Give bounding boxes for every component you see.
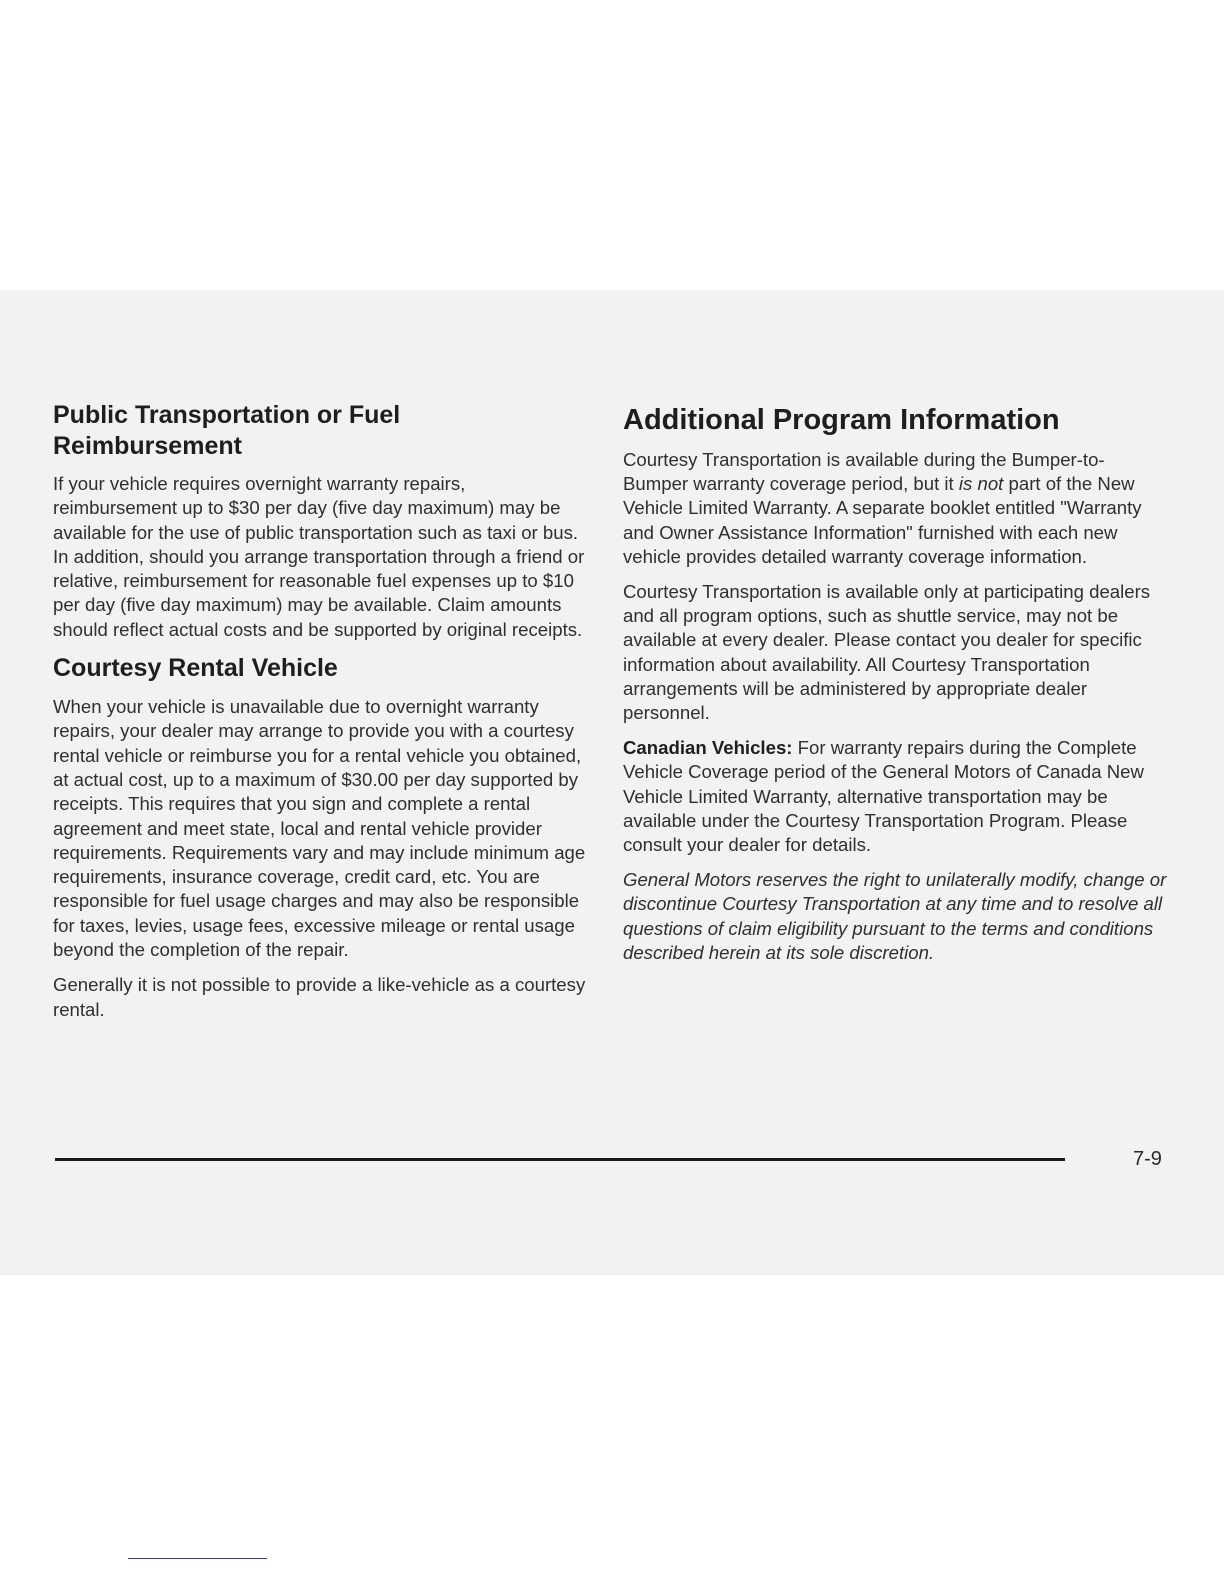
heading-public-transportation: Public Transportation or Fuel Reimbursement <box>53 401 401 460</box>
paragraph-canadian-vehicles <box>623 736 1168 857</box>
canadian-vehicles-label: Canadian Vehicles: <box>623 737 793 759</box>
page-number: 7-9 <box>1133 1148 1162 1170</box>
text-segment: Courtesy Transportation is available during the Bumper-to-Bumper warranty coverage period, but it <box>623 449 1105 495</box>
text-segment: part of the New Vehicle Limited Warranty. A separate booklet entitled "Warranty and Owner Assistance Information" furnished with each new vehicle provides detailed warranty coverage information. <box>623 473 1142 567</box>
paragraph-bumper-warranty <box>623 448 1168 569</box>
right-column <box>623 402 1168 976</box>
bottom-underline <box>128 1558 267 1559</box>
paragraph-courtesy-rental: When your vehicle is unavailable due to overnight warranty repairs, your dealer may arrange to provide you with a courtesy rental vehicle or reimburse you for a rental vehicle you obtained, at actual cost, up to a maximum of $30.00 per day supported by receipts. This requires that you sign and complete a rental agreement and meet state, local and rental vehicle provider requirements. Requirements vary and may include minimum age requirements, insurance coverage, credit card, etc. You are responsible for fuel usage charges and may also be responsible for taxes, levies, usage fees, excessive mileage or rental usage beyond the completion of the repair. <box>53 696 586 961</box>
canadian-vehicles-text: For warranty repairs during the Complete Vehicle Coverage period of the General Motors of Canada New Vehicle Limited Warranty, alternative transportation may be available under the Courtesy Transportation Program. Please consult your dealer for details. <box>623 737 1144 856</box>
paragraph-like-vehicle: Generally it is not possible to provide a like-vehicle as a courtesy rental. <box>53 974 586 1020</box>
left-column <box>53 400 593 1033</box>
heading-additional-program: Additional Program Information <box>623 404 1060 436</box>
paragraph-public-transportation: If your vehicle requires overnight warranty repairs, reimbursement up to $30 per day (five day maximum) may be available for the use of public transportation such as taxi or bus. In addition, should you arrange transportation through a friend or relative, reimbursement for reasonable fuel expenses up to $10 per day (five day maximum) may be available. Claim amounts should reflect actual costs and be supported by original receipts. <box>53 473 585 640</box>
italic-emphasis: is not <box>958 473 1004 495</box>
paragraph-disclaimer: General Motors reserves the right to unilaterally modify, change or discontinue Courtesy Transportation at any time and to resolve all questions of claim eligibility pursuant to the terms and conditions described herein at its sole discretion. <box>623 869 1167 963</box>
heading-courtesy-rental: Courtesy Rental Vehicle <box>53 654 338 683</box>
paragraph-participating-dealers: Courtesy Transportation is available only at participating dealers and all program options, such as shuttle service, may not be available at every dealer. Please contact you dealer for specific information about availability. All Courtesy Transportation arrangements will be administered by appropriate dealer personnel. <box>623 581 1151 724</box>
footer-rule <box>55 1158 1065 1161</box>
